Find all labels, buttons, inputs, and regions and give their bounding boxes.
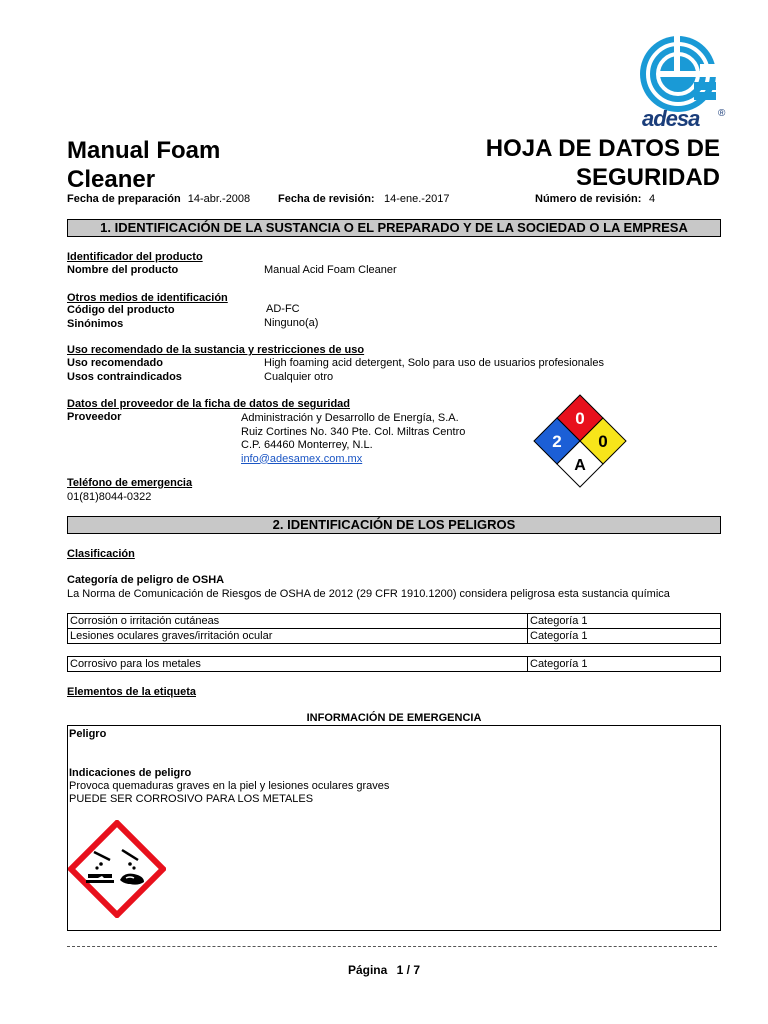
classification-heading: Clasificación bbox=[67, 548, 135, 560]
prep-date-label: Fecha de preparación bbox=[67, 193, 181, 205]
product-name-label: Nombre del producto bbox=[67, 264, 179, 276]
hazard-category: Categoría 1 bbox=[527, 614, 587, 628]
document-title bbox=[486, 134, 720, 192]
product-title-line2: Cleaner bbox=[67, 166, 156, 193]
hazard-category: Categoría 1 bbox=[527, 629, 587, 643]
product-title-line1: Manual Foam bbox=[67, 137, 221, 164]
hazard-row bbox=[67, 613, 721, 629]
contraindicated-label: Usos contraindicados bbox=[67, 371, 182, 383]
page-indicator bbox=[0, 963, 768, 977]
use-label: Uso recomendado bbox=[67, 357, 163, 369]
page-label: Página bbox=[347, 963, 388, 977]
rev-date-value: 14-ene.-2017 bbox=[384, 193, 450, 205]
hazard-category: Categoría 1 bbox=[527, 657, 587, 671]
signal-word: Peligro bbox=[69, 728, 107, 740]
section1-title: 1. IDENTIFICACIÓN DE LA SUSTANCIA O EL PREPARADO Y DE LA SOCIEDAD O LA EMPRESA bbox=[67, 219, 721, 237]
document-title-line1: HOJA DE DATOS DE bbox=[485, 135, 720, 162]
use-heading: Uso recomendado de la sustancia y restricciones de uso bbox=[67, 344, 365, 356]
dates-row bbox=[67, 193, 727, 206]
emergency-phone-heading: Teléfono de emergencia bbox=[67, 477, 193, 489]
hazard-name: Corrosivo para los metales bbox=[70, 658, 201, 670]
prep-date-value: 14-abr.-2008 bbox=[187, 193, 251, 205]
product-name-value: Manual Acid Foam Cleaner bbox=[264, 264, 397, 276]
product-code-value: AD-FC bbox=[266, 303, 300, 315]
contraindicated-value: Cualquier otro bbox=[264, 371, 334, 383]
hazard-name: Lesiones oculares graves/irritación ocular bbox=[70, 630, 273, 642]
company-logo bbox=[638, 34, 738, 130]
emergency-phone-value: 01(81)8044-0322 bbox=[67, 491, 152, 503]
hazard-statement: PUEDE SER CORROSIVO PARA LOS METALES bbox=[69, 793, 314, 805]
registered-mark: ® bbox=[718, 108, 726, 119]
hazard-row-metals bbox=[67, 656, 721, 672]
nfpa-health-value: 2 bbox=[552, 432, 562, 451]
supplier-address bbox=[241, 412, 465, 466]
supplier-label: Proveedor bbox=[67, 411, 122, 423]
use-value: High foaming acid detergent, Solo para uso de usuarios profesionales bbox=[264, 357, 604, 369]
corrosion-pictogram-icon bbox=[68, 820, 166, 918]
synonyms-label: Sinónimos bbox=[67, 318, 124, 330]
supplier-heading: Datos del proveedor de la ficha de datos de seguridad bbox=[67, 398, 351, 410]
hazard-statements-heading: Indicaciones de peligro bbox=[69, 767, 192, 779]
nfpa-special-value: A bbox=[574, 457, 586, 474]
logo-text: adesa bbox=[642, 106, 700, 131]
synonyms-value: Ninguno(a) bbox=[264, 317, 319, 329]
rev-number-label: Número de revisión: bbox=[535, 193, 642, 205]
osha-text: La Norma de Comunicación de Riesgos de OSHA de 2012 (29 CFR 1910.1200) considera peligrosa esta sustancia química bbox=[67, 588, 670, 600]
product-title bbox=[67, 136, 220, 194]
footer-rule bbox=[67, 946, 717, 947]
section2-title: 2. IDENTIFICACIÓN DE LOS PELIGROS bbox=[67, 516, 721, 534]
other-id-heading: Otros medios de identificación bbox=[67, 292, 228, 304]
supplier-email-link[interactable]: info@adesamex.com.mx bbox=[241, 452, 363, 465]
nfpa-flammability-value: 0 bbox=[575, 409, 585, 428]
rev-date-label: Fecha de revisión: bbox=[278, 193, 375, 205]
supplier-line2: Ruiz Cortines No. 340 Pte. Col. Miltras Centro bbox=[241, 425, 466, 438]
rev-number-value: 4 bbox=[649, 193, 656, 205]
emergency-info-box bbox=[67, 725, 721, 931]
document-title-line2: SEGURIDAD bbox=[575, 164, 720, 191]
label-elements-heading: Elementos de la etiqueta bbox=[67, 686, 196, 698]
hazard-row bbox=[67, 628, 721, 644]
hazard-statement: Provoca quemaduras graves en la piel y lesiones oculares graves bbox=[69, 780, 390, 792]
nfpa-reactivity-value: 0 bbox=[598, 432, 608, 451]
emergency-info-heading: INFORMACIÓN DE EMERGENCIA bbox=[306, 712, 482, 724]
globe-logo-icon bbox=[638, 34, 718, 114]
page-value: 1 / 7 bbox=[396, 963, 421, 977]
product-code-label: Código del producto bbox=[67, 304, 175, 316]
osha-heading: Categoría de peligro de OSHA bbox=[67, 574, 225, 586]
supplier-line3: C.P. 64460 Monterrey, N.L. bbox=[241, 439, 373, 451]
hazard-name: Corrosión o irritación cutáneas bbox=[70, 615, 220, 627]
product-id-heading: Identificador del producto bbox=[67, 251, 203, 263]
supplier-line1: Administración y Desarrollo de Energía, S.A. bbox=[241, 412, 459, 424]
nfpa-diamond bbox=[531, 393, 629, 491]
